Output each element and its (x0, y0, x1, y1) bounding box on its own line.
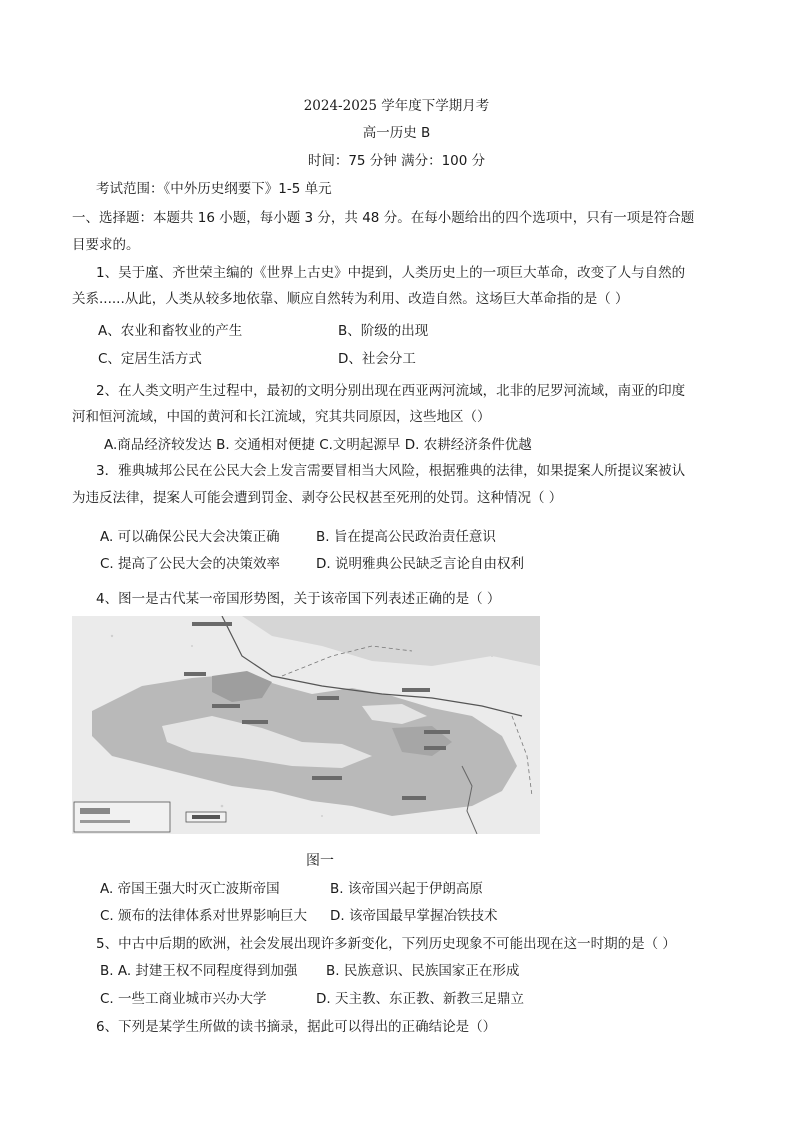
q1-stem-line2: 关系......从此，人类从较多地依靠、顺应自然转为利用、改造自然。这场巨大革命指的是（ ） (72, 291, 629, 307)
exam-scope: 考试范围：《中外历史纲要下》1-5 单元 (96, 181, 332, 197)
section-heading-line1: 一、选择题：本题共 16 小题，每小题 3 分，共 48 分。在每小题给出的四个选项中，只有一项是符合题 (72, 210, 695, 226)
q5-option-b: B. 民族意识、民族国家正在形成 (326, 963, 520, 979)
q4-option-a: A. 帝国王强大时灭亡波斯帝国 (100, 881, 280, 897)
q5-option-a: B. A. 封建王权不同程度得到加强 (100, 963, 298, 979)
q1-stem-line1: 1、吴于廑、齐世荣主编的《世界上古史》中提到，人类历史上的一项巨大革命，改变了人与自然的 (96, 265, 686, 281)
q3-option-d: D. 说明雅典公民缺乏言论自由权利 (316, 556, 524, 572)
q5-option-c: C. 一些工商业城市兴办大学 (100, 991, 267, 1007)
empire-map-figure (72, 616, 540, 834)
q1-option-a: A、农业和畜牧业的产生 (98, 323, 243, 339)
q2-stem-line1: 2、在人类文明产生过程中，最初的文明分别出现在西亚两河流域，北非的尼罗河流域，南亚的印度 (96, 383, 686, 399)
map-illustration (72, 616, 540, 834)
exam-subject: 高一历史 B (362, 125, 431, 141)
q3-option-b: B. 旨在提高公民政治责任意识 (316, 529, 496, 545)
q3-option-c: C. 提高了公民大会的决策效率 (100, 556, 281, 572)
q2-stem-line2: 河和恒河流域，中国的黄河和长江流域，究其共同原因，这些地区（） (72, 409, 491, 425)
q1-option-b: B、阶级的出现 (338, 323, 429, 339)
q2-options-inline: A.商品经济较发达 B. 交通相对便捷 C.文明起源早 D. 农耕经济条件优越 (104, 437, 532, 453)
exam-time-info: 时间：75 分钟 满分：100 分 (307, 153, 486, 169)
q3-stem-line1: 3．雅典城邦公民在公民大会上发言需要冒相当大风险，根据雅典的法律，如果提案人所提议案被认 (96, 463, 686, 479)
q1-option-d: D、社会分工 (338, 351, 416, 367)
q5-option-d: D. 天主教、东正教、新教三足鼎立 (316, 991, 524, 1007)
q3-stem-line2: 为违反法律，提案人可能会遭到罚金、剥夺公民权甚至死刑的处罚。这种情况（ ） (72, 490, 563, 506)
section-heading-line2: 目要求的。 (72, 237, 140, 253)
q4-option-c: C. 颁布的法律体系对世界影响巨大 (100, 908, 308, 924)
q1-option-c: C、定居生活方式 (98, 351, 202, 367)
q4-stem-line1: 4、图一是古代某一帝国形势图，关于该帝国下列表述正确的是（ ） (96, 591, 501, 607)
q3-option-a: A. 可以确保公民大会决策正确 (100, 529, 280, 545)
q4-option-b: B. 该帝国兴起于伊朗高原 (330, 881, 483, 897)
exam-title: 2024-2025 学年度下学期月考 (303, 98, 490, 114)
figure-caption: 图一 (306, 853, 334, 869)
q4-option-d: D. 该帝国最早掌握冶铁技术 (330, 908, 498, 924)
q6-stem-line1: 6、下列是某学生所做的读书摘录，据此可以得出的正确结论是（） (96, 1019, 497, 1035)
q5-stem-line1: 5、中古中后期的欧洲，社会发展出现许多新变化，下列历史现象不可能出现在这一时期的是（ ） (96, 936, 676, 952)
